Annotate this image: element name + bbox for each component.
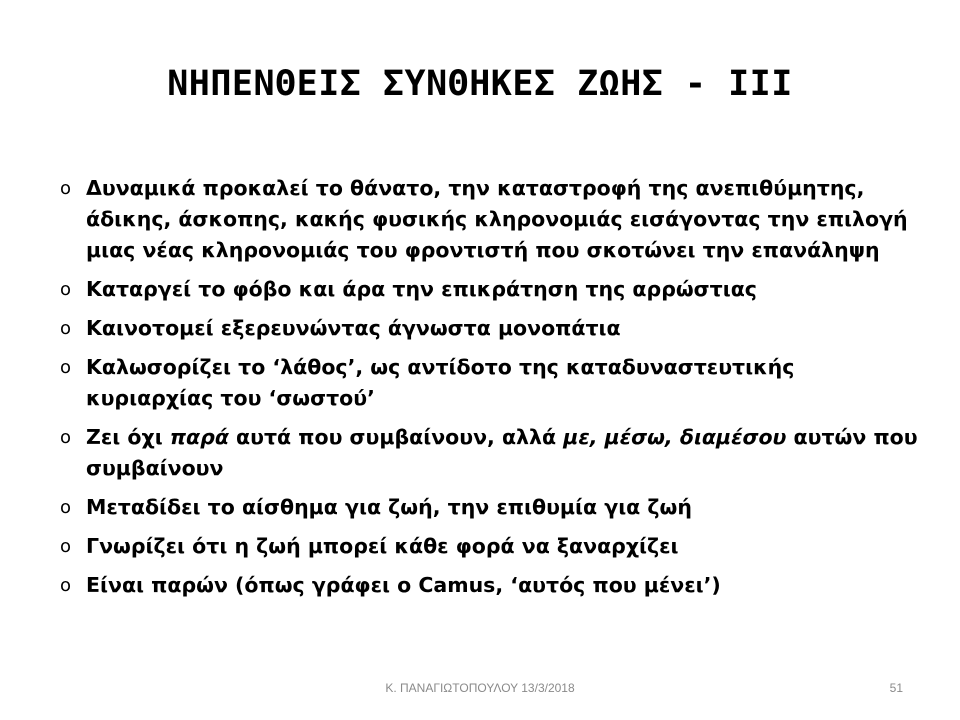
- bullet-icon: o: [60, 575, 72, 596]
- text-segment: Ζει όχι: [86, 425, 170, 449]
- list-item: [60, 274, 920, 305]
- italic-segment: με, μέσω, διαμέσου: [563, 425, 787, 449]
- list-item: [60, 531, 920, 562]
- list-item: [60, 313, 920, 344]
- list-item-text: Καινοτομεί εξερευνώντας άγνωστα μονοπάτια: [86, 316, 621, 340]
- list-item-text: Είναι παρών (όπως γράφει ο Camus, ‘αυτός που μένει’): [86, 573, 721, 597]
- list-item-text: Μεταδίδει το αίσθημα για ζωή, την επιθυμία για ζωή: [86, 495, 692, 519]
- text-segment: αυτά που συμβαίνουν, αλλά: [228, 425, 564, 449]
- bullet-icon: o: [60, 536, 72, 557]
- page-number: 51: [889, 681, 903, 695]
- text-segment: αυτών που συμβαίνουν: [86, 425, 918, 480]
- list-item-text: Δυναμικά προκαλεί το θάνατο, την καταστροφή της ανεπιθύμητης, άδικης, άσκοπης, κακής φυσικής κληρονομιάς εισάγοντας την επιλογή μιας νέας κληρονομιάς του φροντιστή που σκοτώνει την επανάληψη: [86, 176, 908, 262]
- bullet-icon: o: [60, 357, 72, 378]
- bullet-icon: o: [60, 178, 72, 199]
- list-item-text: [86, 425, 918, 480]
- list-item: [60, 492, 920, 523]
- bullet-icon: o: [60, 279, 72, 300]
- list-item: [60, 570, 920, 601]
- list-item-text: Καταργεί το φόβο και άρα την επικράτηση της αρρώστιας: [86, 277, 757, 301]
- bullet-icon: o: [60, 427, 72, 448]
- list-item-text: Καλωσορίζει το ‘λάθος’, ως αντίδοτο της καταδυναστευτικής κυριαρχίας του ‘σωστού’: [86, 355, 795, 410]
- list-item: [60, 352, 920, 414]
- footer-author-date: Κ. ΠΑΝΑΓΙΩΤΟΠΟΥΛΟΥ 13/3/2018: [385, 681, 575, 695]
- list-item: [60, 173, 920, 266]
- list-item-text: Γνωρίζει ότι η ζωή μπορεί κάθε φορά να ξαναρχίζει: [86, 534, 679, 558]
- italic-segment: παρά: [169, 425, 229, 449]
- bullet-list: [60, 173, 920, 609]
- bullet-icon: o: [60, 318, 72, 339]
- bullet-icon: o: [60, 497, 72, 518]
- list-item: [60, 422, 920, 484]
- slide-title: ΝΗΠΕΝΘΕΙΣ ΣΥΝΘΗΚΕΣ ΖΩΗΣ - III: [167, 64, 793, 104]
